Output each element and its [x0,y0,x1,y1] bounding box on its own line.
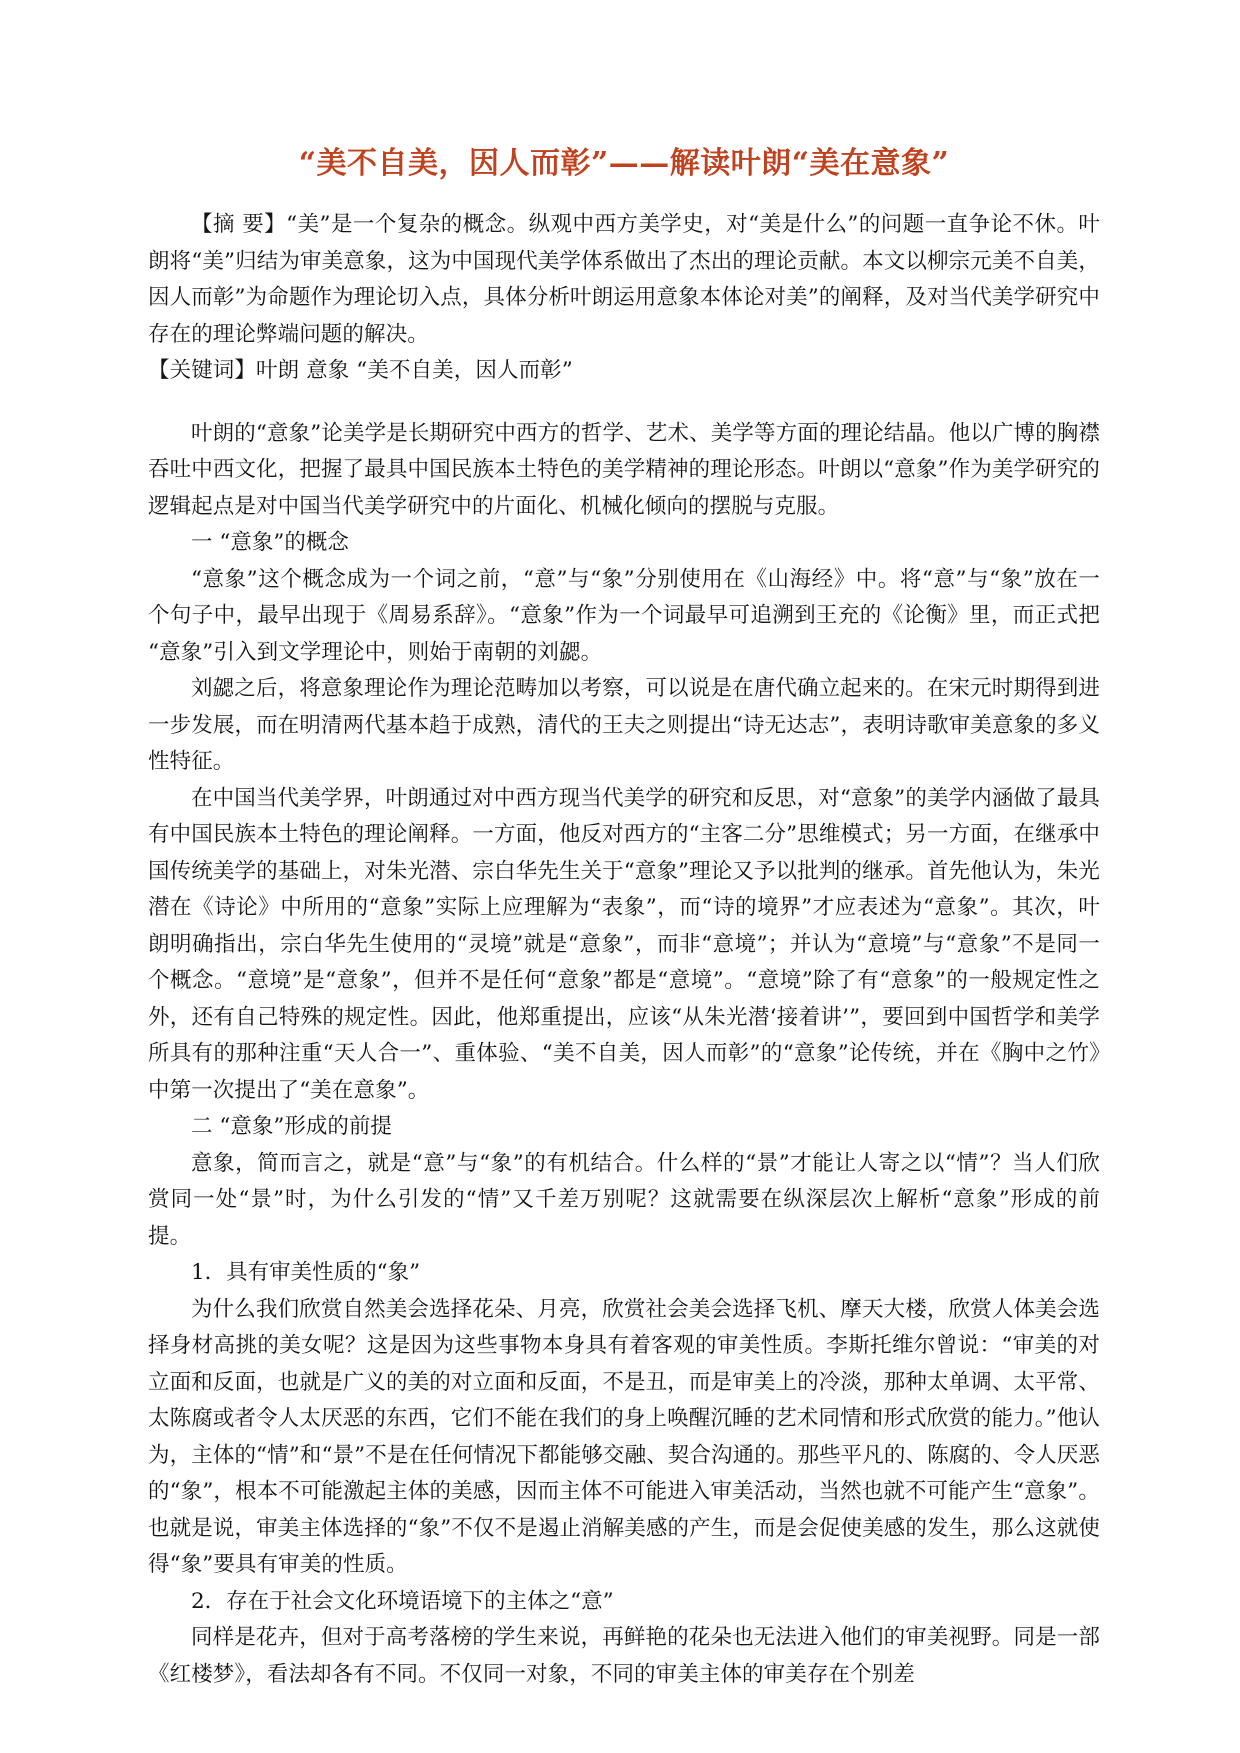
paragraph-aesthetic-object: 为什么我们欣赏自然美会选择花朵、月亮，欣赏社会美会选择飞机、摩天大楼，欣赏人体美会选择身材高挑的美女呢？这是因为这些事物本身具有着客观的审美性质。李斯托维尔曾说：“审美的对立面和反面，也就是广义的美的对立面和反面，不是丑，而是审美上的冷淡，那种太单调、太平常、太陈腐或者令人太厌恶的东西，它们不能在我们的身上唤醒沉睡的艺术同情和形式欣赏的能力。”他认为，主体的“情”和“景”不是在任何情况下都能够交融、契合沟通的。那些平凡的、陈腐的、令人厌恶的“象”，根本不可能激起主体的美感，因而主体不可能进入审美活动，当然也就不可能产生“意象”。也就是说，审美主体选择的“象”不仅不是遏止消解美感的产生，而是会促使美感的发生，那么这就使得“象”要具有审美的性质。 [148,1296,1100,1577]
page-title: “美不自美，因人而彰”——解读叶朗“美在意象” [298,146,950,181]
spacer [148,390,1100,416]
abstract-paragraph [148,207,1100,353]
keywords-paragraph [148,353,1100,390]
keywords-text: 叶朗 意象 “美不自美，因人而彰” [256,358,573,383]
paragraph-concept-origin: “意象”这个概念成为一个词之前，“意”与“象”分别使用在《山海经》中。将“意”与“象”放在一个句子中，最早出现于《周易系辞》。“意象”作为一个词最早可追溯到王充的《论衡》里，而正式把“意象”引入到文学理论中，则始于南朝的刘勰。 [148,566,1100,665]
section-heading-1: 一 “意象”的概念 [191,530,349,555]
section-heading-2: 二 “意象”形成的前提 [191,1114,392,1139]
paragraph-ye-lang-theory: 在中国当代美学界，叶朗通过对中西方现当代美学的研究和反思，对“意象”的美学内涵做了最具有中国民族本土特色的理论阐释。一方面，他反对西方的“主客二分”思维模式；另一方面，在继承中国传统美学的基础上，对朱光潜、宗白华先生关于“意象”理论又予以批判的继承。首先他认为，朱光潜在《诗论》中所用的“意象”实际上应理解为“表象”，而“诗的境界”才应表述为“意象”。其次，叶朗明确指出，宗白华先生使用的“灵境”就是“意象”，而非“意境”；并认为“意境”与“意象”不是同一个概念。“意境”是“意象”，但并不是任何“意象”都是“意境”。“意境”除了有“意象”的一般规定性之外，还有自己特殊的规定性。因此，他郑重提出，应该“从朱光潜‘接着讲’”，要回到中国哲学和美学所具有的那种注重“天人合一”、重体验、“美不自美，因人而彰”的“意象”论传统，并在《胸中之竹》中第一次提出了“美在意象”。 [148,785,1100,1103]
paragraph-subject-meaning: 同样是花卉，但对于高考落榜的学生来说，再鲜艳的花朵也无法进入他们的审美视野。同是一部《红楼梦》，看法却各有不同。不仅同一对象，不同的审美主体的审美存在个别差 [148,1625,1100,1687]
abstract-text: “美”是一个复杂的概念。纵观中西方美学史，对“美是什么”的问题一直争论不休。叶朗将“美”归结为审美意象，这为中国现代美学体系做出了杰出的理论贡献。本文以柳宗元美不自美，因人而彰”为命题作为理论切入点，具体分析叶朗运用意象本体论对美”的阐释，及对当代美学研究中存在的理论弊端问题的解决。 [148,212,1100,347]
paragraph-intro: 叶朗的“意象”论美学是长期研究中西方的哲学、艺术、美学等方面的理论结晶。他以广博的胸襟吞吐中西文化，把握了最具中国民族本土特色的美学精神的理论形态。叶朗以“意象”作为美学研究的逻辑起点是对中国当代美学研究中的片面化、机械化倾向的摆脱与克服。 [148,420,1100,519]
abstract-block [148,207,1100,353]
paragraph-concept-development: 刘勰之后，将意象理论作为理论范畴加以考察，可以说是在唐代确立起来的。在宋元时期得到进一步发展，而在明清两代基本趋于成熟，清代的王夫之则提出“诗无达志”，表明诗歌审美意象的多义性特征。 [148,676,1100,774]
abstract-label: 【摘 要】 [191,212,287,237]
document-body [148,416,1100,1694]
paragraph-premise-intro: 意象，简而言之，就是“意”与“象”的有机结合。什么样的“景”才能让人寄之以“情”？当人们欣赏同一处“景”时，为什么引发的“情”又千差万别呢？这就需要在纵深层次上解析“意象”形成的前提。 [148,1150,1100,1249]
subsection-heading-2: 2．存在于社会文化环境语境下的主体之“意” [191,1588,614,1614]
keywords-label: 【关键词】 [148,358,257,383]
subsection-heading-1: 1．具有审美性质的“象” [191,1260,421,1285]
